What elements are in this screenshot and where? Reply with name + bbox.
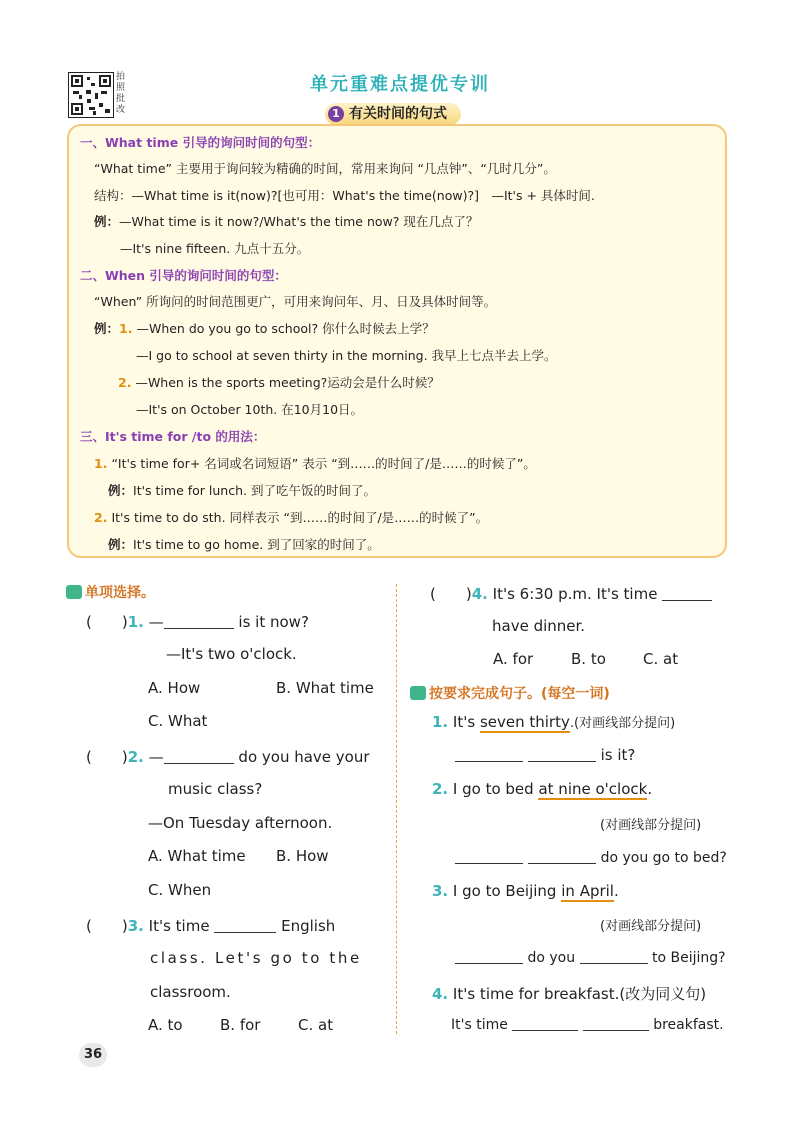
s1-line: 1. It's seven thirty.(对画线部分提问): [432, 713, 676, 731]
s3-underlined: in April: [561, 882, 614, 900]
s4-answer-line: It's time breakfast.: [451, 1017, 724, 1033]
note-example-1-answer: —It's nine fifteen. 九点十五分。: [120, 241, 310, 256]
s2-line: 2. I go to bed at nine o'clock.: [432, 780, 653, 798]
note-rule-3-2: 2. It's time to do sth. 同样表示 “到……的时间了/是……的时候了”。: [94, 510, 489, 525]
s2-blank-1[interactable]: [455, 849, 523, 864]
q4-option-a[interactable]: A. for: [493, 650, 534, 668]
q2-line: ( )2. — do you have your: [86, 748, 370, 766]
note-example-2-1: 例：1. —When do you go to school? 你什么时候去上学？: [94, 321, 435, 336]
s1-answer-line: is it?: [455, 746, 635, 764]
note-heading-3: 三、It's time for /to 的用法：: [80, 429, 266, 444]
s3-blank-2[interactable]: [580, 949, 648, 964]
section-number-badge: 1: [328, 106, 344, 122]
s1-underlined: seven thirty: [479, 713, 570, 731]
q4-line2: have dinner.: [492, 617, 586, 635]
q3-line3: classroom.: [150, 983, 231, 1001]
part2-number-icon: [410, 686, 426, 700]
s3-blank-1[interactable]: [455, 949, 523, 964]
note-example-2-1-answer: —I go to school at seven thirty in the morning. 我早上七点半去上学。: [136, 348, 557, 363]
page-number: 36: [79, 1043, 107, 1067]
note-heading-2: 二、When 引导的询问时间的句型：: [80, 268, 287, 283]
part1-number-icon: [66, 585, 82, 599]
note-example-2-2-answer: —It's on October 10th. 在10月10日。: [136, 402, 364, 417]
q3-blank[interactable]: [214, 918, 276, 933]
note-desc-1: “What time” 主要用于询问较为精确的时间，常用来询问 “几点钟”、“几时几分”。: [94, 161, 556, 176]
q1-answer: —It's two o'clock.: [166, 645, 297, 663]
s4-blank-1[interactable]: [512, 1016, 578, 1031]
q1-option-c[interactable]: C. What: [148, 712, 208, 730]
q2-option-b[interactable]: B. How: [276, 847, 329, 865]
q2-answer-paren[interactable]: ( ): [86, 748, 128, 766]
part2-heading: 按要求完成句子。(每空一词): [410, 683, 610, 703]
q3-option-a[interactable]: A. to: [148, 1016, 183, 1034]
q2-option-c[interactable]: C. When: [148, 881, 212, 899]
qr-label: 拍照批改: [116, 72, 126, 115]
q3-option-c[interactable]: C. at: [298, 1016, 334, 1034]
q3-option-b[interactable]: B. for: [220, 1016, 261, 1034]
q4-blank[interactable]: [662, 586, 712, 601]
s1-blank-2[interactable]: [528, 747, 596, 762]
s4-blank-2[interactable]: [583, 1016, 649, 1031]
s2-blank-2[interactable]: [528, 849, 596, 864]
s3-note: (对画线部分提问): [600, 919, 702, 934]
q2-line2: music class?: [168, 780, 263, 798]
note-example-1: 例：—What time is it now?/What's the time now? 现在几点了？: [94, 214, 479, 229]
note-example-3-2: 例：It's time to go home. 到了回家的时间了。: [108, 537, 380, 552]
s3-line: 3. I go to Beijing in April.: [432, 882, 619, 900]
q3-line2: class. Let's go to the: [150, 949, 362, 967]
s2-note: (对画线部分提问): [600, 818, 702, 833]
section-tab: 有关时间的句式: [325, 103, 461, 125]
note-desc-2: “When” 所询问的时间范围更广，可用来询问年、月、日及具体时间等。: [94, 294, 497, 309]
q1-option-b[interactable]: B. What time: [276, 679, 374, 697]
q1-option-a[interactable]: A. How: [148, 679, 201, 697]
q2-blank[interactable]: [164, 749, 234, 764]
note-example-2-2: 2. —When is the sports meeting?运动会是什么时候？: [118, 375, 440, 390]
q4-option-c[interactable]: C. at: [643, 650, 679, 668]
note-structure: 结构：—What time is it(now)?[也可用：What's the time(now)?] —It's + 具体时间.: [94, 188, 595, 203]
q2-answer: —On Tuesday afternoon.: [148, 814, 333, 832]
note-heading-1: 一、What time 引导的询问时间的句型：: [80, 135, 321, 150]
s3-answer-line: do you to Beijing?: [455, 949, 726, 966]
q2-option-a[interactable]: A. What time: [148, 847, 246, 865]
q1-blank[interactable]: [164, 614, 234, 629]
s2-answer-line: do you go to bed?: [455, 848, 727, 866]
s4-line: 4. It's time for breakfast.(改为同义句): [432, 985, 707, 1003]
q4-line: ( )4. It's 6:30 p.m. It's time: [430, 583, 712, 604]
column-divider: [396, 584, 397, 1034]
s2-underlined: at nine o'clock: [538, 780, 648, 798]
q4-option-b[interactable]: B. to: [571, 650, 606, 668]
q3-line: ( )3. It's time English: [86, 917, 336, 935]
s1-blank-1[interactable]: [455, 747, 523, 762]
part1-heading: 单项选择。: [66, 582, 155, 602]
q3-answer-paren[interactable]: ( ): [86, 917, 128, 935]
q1-answer-paren[interactable]: ( ): [86, 613, 128, 631]
note-example-3-1: 例：It's time for lunch. 到了吃午饭的时间了。: [108, 483, 376, 498]
note-rule-3-1: 1. “It's time for+ 名词或名词短语” 表示 “到……的时间了/是……的时候了”。: [94, 456, 536, 471]
q4-answer-paren[interactable]: ( ): [430, 585, 472, 603]
q1-line: ( )1. — is it now?: [86, 613, 309, 631]
page-title: 单元重难点提优专训: [310, 74, 490, 95]
